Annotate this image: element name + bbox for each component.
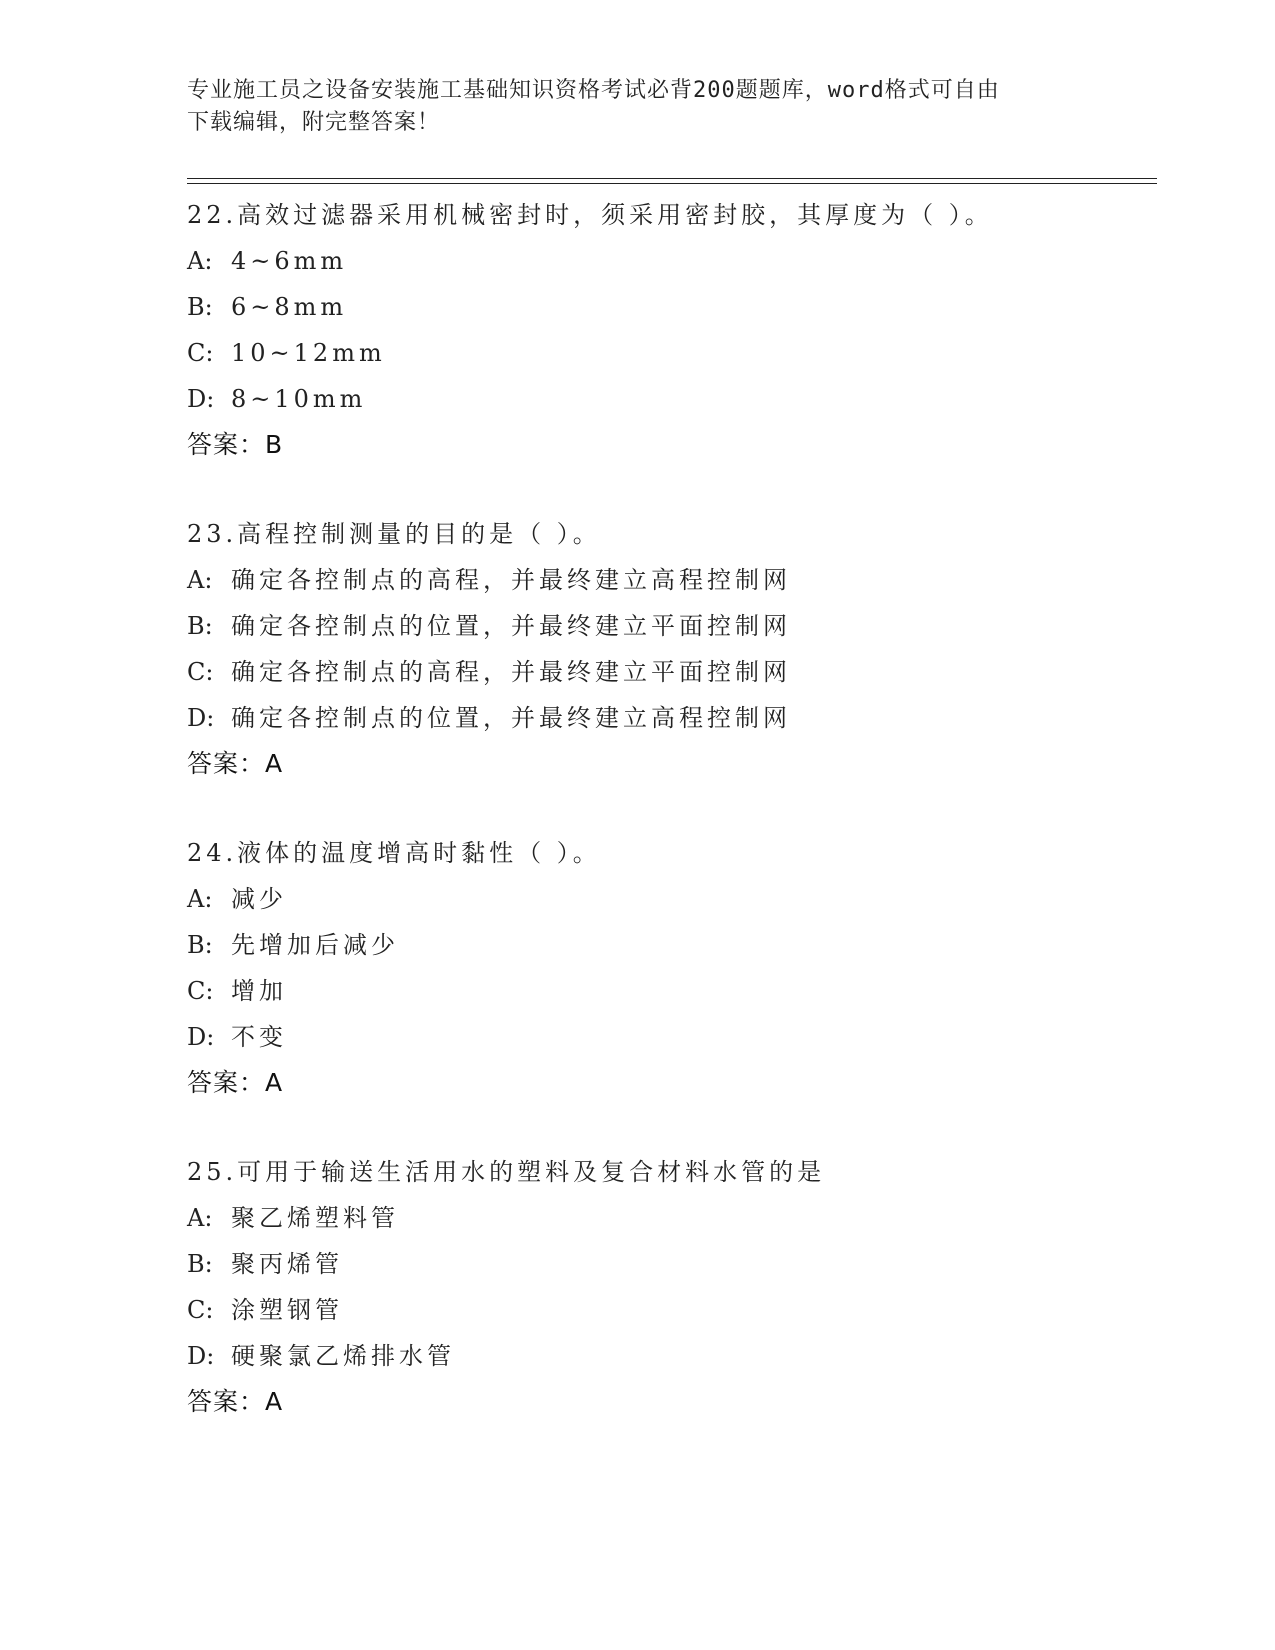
option-text: 4~6mm: [231, 247, 348, 275]
option-label: B:: [187, 293, 213, 321]
option-text: 6~8mm: [231, 293, 348, 321]
option-text: 先增加后减少: [231, 931, 399, 959]
option-label: B:: [187, 931, 213, 959]
option-text: 确定各控制点的高程，并最终建立平面控制网: [231, 658, 791, 686]
question-block: [187, 511, 1187, 787]
option-label: A:: [187, 566, 213, 594]
option-text: 涂塑钢管: [231, 1296, 343, 1324]
option-label: D:: [187, 1342, 215, 1370]
option-label: C:: [187, 977, 214, 1005]
option-label: C:: [187, 339, 214, 367]
option-label: D:: [187, 704, 215, 732]
question-stem: 24.液体的温度增高时黏性（ ）。: [187, 839, 601, 867]
header-line-2: 下载编辑，附完整答案！: [187, 110, 441, 135]
option-text: 硬聚氯乙烯排水管: [231, 1342, 455, 1370]
option-text: 减少: [231, 885, 287, 913]
option-text: 聚丙烯管: [231, 1250, 343, 1278]
option-label: D:: [187, 385, 215, 413]
option-label: C:: [187, 658, 214, 686]
option-text: 确定各控制点的位置，并最终建立高程控制网: [231, 704, 791, 732]
option-d: [187, 1014, 1187, 1060]
option-text: 不变: [231, 1023, 287, 1051]
option-a: [187, 238, 1187, 284]
option-text: 确定各控制点的高程，并最终建立高程控制网: [231, 566, 791, 594]
question-stem: 25.可用于输送生活用水的塑料及复合材料水管的是: [187, 1158, 826, 1186]
header-line-1: 专业施工员之设备安装施工基础知识资格考试必背200题题库，word格式可自由: [187, 78, 1000, 103]
option-a: [187, 876, 1187, 922]
answer-line: 答案：A: [187, 1068, 284, 1097]
question-block: [187, 192, 1187, 468]
option-d: [187, 695, 1187, 741]
option-label: D:: [187, 1023, 215, 1051]
option-b: [187, 1241, 1187, 1287]
option-label: B:: [187, 612, 213, 640]
option-text: 确定各控制点的位置，并最终建立平面控制网: [231, 612, 791, 640]
option-label: A:: [187, 1204, 213, 1232]
option-d: [187, 376, 1187, 422]
option-label: C:: [187, 1296, 214, 1324]
option-text: 聚乙烯塑料管: [231, 1204, 399, 1232]
option-label: A:: [187, 247, 213, 275]
option-a: [187, 1195, 1187, 1241]
option-label: A:: [187, 885, 213, 913]
document-header: [187, 75, 1087, 139]
answer-line: 答案：A: [187, 1387, 284, 1416]
question-block: [187, 830, 1187, 1106]
option-b: [187, 284, 1187, 330]
option-c: [187, 649, 1187, 695]
option-a: [187, 557, 1187, 603]
question-stem: 23.高程控制测量的目的是（ ）。: [187, 520, 601, 548]
option-d: [187, 1333, 1187, 1379]
question-stem: 22.高效过滤器采用机械密封时，须采用密封胶，其厚度为（ ）。: [187, 201, 993, 229]
answer-line: 答案：B: [187, 430, 284, 459]
option-text: 10~12mm: [231, 339, 386, 367]
option-b: [187, 922, 1187, 968]
option-b: [187, 603, 1187, 649]
option-text: 增加: [231, 977, 287, 1005]
option-c: [187, 330, 1187, 376]
option-c: [187, 968, 1187, 1014]
option-c: [187, 1287, 1187, 1333]
header-divider-bottom: [187, 183, 1157, 184]
option-label: B:: [187, 1250, 213, 1278]
answer-line: 答案：A: [187, 749, 284, 778]
header-divider-top: [187, 178, 1157, 179]
option-text: 8~10mm: [231, 385, 367, 413]
question-block: [187, 1149, 1187, 1425]
